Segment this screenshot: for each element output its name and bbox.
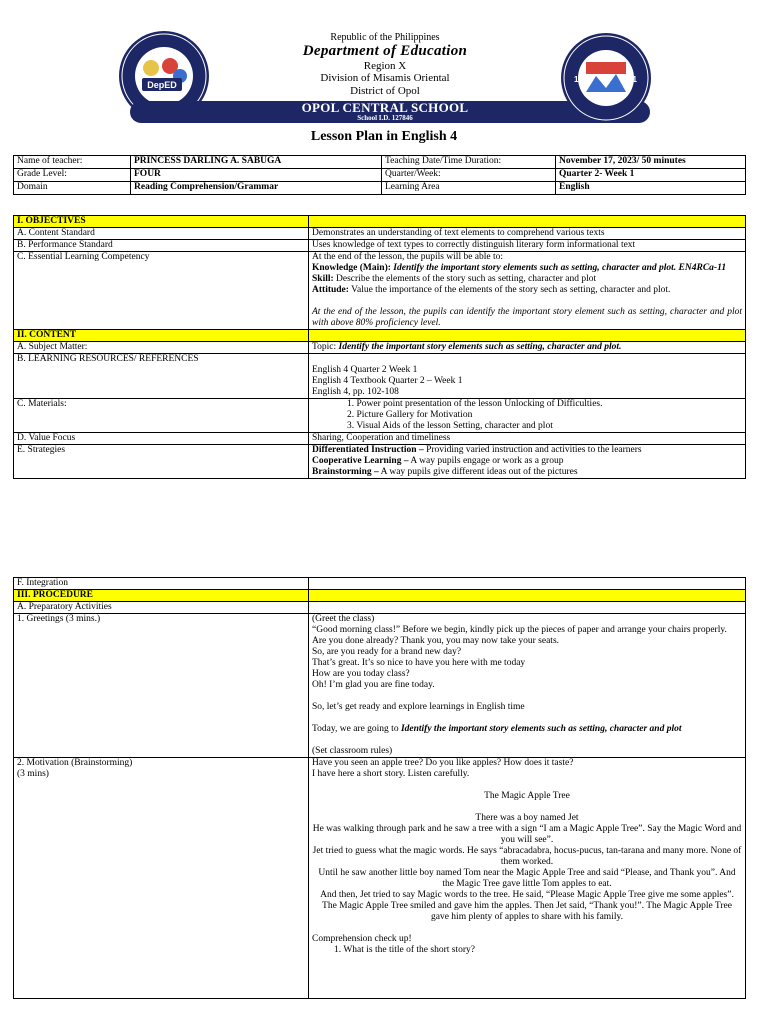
district-line: District of Opol <box>350 84 420 97</box>
greeting-line: “Good morning class!” Before we begin, kindly pick up the pieces of paper and arrange your chairs properly. <box>312 625 727 635</box>
preparatory-label: A. Preparatory Activities <box>14 602 309 614</box>
motivation-intro: I have here a short story. Listen carefully. <box>312 769 470 779</box>
greeting-line: So, let’s get ready and explore learnings in English time <box>312 702 525 712</box>
resources-label: B. LEARNING RESOURCES/ REFERENCES <box>14 354 309 399</box>
objectives-heading: I. OBJECTIVES <box>14 216 309 228</box>
table-row <box>14 182 746 195</box>
division-line: Division of Misamis Oriental <box>320 72 450 85</box>
section-heading-row <box>14 216 746 228</box>
resources-cell <box>309 354 746 399</box>
region-line: Region X <box>363 59 407 72</box>
greeting-today-line: Today, we are going to Identify the important story elements such as setting, character and plot <box>312 724 682 734</box>
domain-label: Domain <box>14 182 131 195</box>
value-focus-text: Sharing, Cooperation and timeliness <box>309 433 746 445</box>
attitude-line: Attitude: Value the importance of the elements of the story sech as setting, character and plot. <box>312 285 671 295</box>
table-row <box>14 169 746 182</box>
materials-label: C. Materials: <box>14 399 309 433</box>
greeting-line: So, are you ready for a brand new day? <box>312 647 462 657</box>
motivation-time: (3 mins) <box>17 769 49 779</box>
grade-value: FOUR <box>131 169 382 182</box>
table-row <box>14 228 746 240</box>
value-focus-label: D. Value Focus <box>14 433 309 445</box>
skill-line: Skill: Describe the elements of the story such as setting, character and plot <box>312 274 597 284</box>
grade-label: Grade Level: <box>14 169 131 182</box>
procedure-table <box>13 577 746 999</box>
section-heading-row <box>14 590 746 602</box>
materials-cell <box>309 399 746 433</box>
topic-line: Topic: Identify the important story elements such as setting, character and plot. <box>309 342 746 354</box>
comprehension-question: 1. What is the title of the short story? <box>334 945 475 955</box>
motivation-label-cell <box>14 758 309 999</box>
resource-item: English 4, pp. 102-108 <box>312 387 399 397</box>
story-paragraph: And then, Jet tried to say Magic words to the tree. He said, “Please Magic Apple Tree give me some apples”. The Magic Apple Tree smiled and gave him the apples. Then Jet said, “Thank you!”. The Magic Apple Tree gave him plenty of apples to share with his family. <box>320 890 734 922</box>
school-id: School I.D. 127846 <box>357 114 413 122</box>
area-label: Learning Area <box>382 182 556 195</box>
strategies-label: E. Strategies <box>14 445 309 479</box>
table-row <box>14 399 746 433</box>
greetings-label: 1. Greetings (3 mins.) <box>14 614 309 758</box>
table-row <box>14 354 746 399</box>
table-row <box>14 578 746 590</box>
teacher-value: PRINCESS DARLING A. SABUGA <box>131 156 382 169</box>
content-standard-label: A. Content Standard <box>14 228 309 240</box>
material-item: 1. Power point presentation of the lesson Unlocking of Difficulties. <box>347 399 603 409</box>
procedure-heading: III. PROCEDURE <box>14 590 309 602</box>
greeting-line: How are you today class? <box>312 669 410 679</box>
department-line: Department of Education <box>302 43 468 60</box>
table-row <box>14 433 746 445</box>
quarter-label: Quarter/Week: <box>382 169 556 182</box>
motivation-label: 2. Motivation (Brainstorming) <box>17 758 133 768</box>
teacher-label: Name of teacher: <box>14 156 131 169</box>
story-paragraph: Jet tried to guess what the magic words. He says “abracadabra, hocus-pucus, tan-tarana and many more. None of them worked. <box>312 846 742 867</box>
table-row <box>14 252 746 330</box>
strategy-item: Cooperative Learning – A way pupils engage or work as a group <box>312 456 564 466</box>
performance-standard-text: Uses knowledge of text types to correctly distinguish literary form informational text <box>309 240 746 252</box>
integration-label: F. Integration <box>14 578 309 590</box>
story-paragraph: There was a boy named Jet <box>475 813 579 823</box>
domain-value: Reading Comprehension/Grammar <box>131 182 382 195</box>
motivation-question: Have you seen an apple tree? Do you like apples? How does it taste? <box>312 758 574 768</box>
table-row <box>14 445 746 479</box>
school-seal-logo <box>560 32 652 124</box>
greetings-cell <box>309 614 746 758</box>
motivation-cell <box>309 758 746 999</box>
objective-summary: At the end of the lesson, the pupils can identify the important story element such as setting, character and plot with above 80% proficiency level. <box>312 307 742 328</box>
resource-item: English 4 Quarter 2 Week 1 <box>312 365 418 375</box>
school-name-bar-text <box>210 101 560 122</box>
teacher-info-table <box>13 155 746 195</box>
comprehension-check-heading: Comprehension check up! <box>312 934 412 944</box>
material-item: 3. Visual Aids of the lesson Setting, character and plot <box>347 421 553 431</box>
svg-text:DepED: DepED <box>147 80 177 90</box>
knowledge-line: Knowledge (Main): Identify the important story elements such as setting, character and plot. EN4RCa-11 <box>312 263 727 273</box>
date-value: November 17, 2023/ 50 minutes <box>556 156 746 169</box>
performance-standard-label: B. Performance Standard <box>14 240 309 252</box>
competency-intro: At the end of the lesson, the pupils will be able to: <box>312 252 504 262</box>
story-paragraph: Until he saw another little boy named Tom near the Magic Apple Tree and said “Please, and Thank you”. And the Magic Tree gave little Tom apples to eat. <box>318 868 736 889</box>
story-title: The Magic Apple Tree <box>484 791 570 801</box>
greeting-line: Are you done already? Thank you, you may now take your seats. <box>312 636 560 646</box>
strategy-item: Brainstorming – A way pupils give different ideas out of the pictures <box>312 467 578 477</box>
material-item: 2. Picture Gallery for Motivation <box>347 410 473 420</box>
section-heading-row <box>14 330 746 342</box>
story-paragraph: He was walking through park and he saw a tree with a sign “I am a Magic Apple Tree”. Say the Magic Word and you will see”. <box>312 824 742 845</box>
svg-text:01: 01 <box>628 75 637 84</box>
competency-label: C. Essential Learning Competency <box>14 252 309 330</box>
objectives-content-table <box>13 215 746 479</box>
area-value: English <box>556 182 746 195</box>
resource-item: English 4 Textbook Quarter 2 – Week 1 <box>312 376 463 386</box>
content-standard-text: Demonstrates an understanding of text elements to comprehend various texts <box>309 228 746 240</box>
letterhead <box>0 0 768 125</box>
lesson-plan-title: Lesson Plan in English 4 <box>310 129 458 144</box>
greeting-line: Oh! I’m glad you are fine today. <box>312 680 435 690</box>
strategies-cell <box>309 445 746 479</box>
table-row <box>14 758 746 999</box>
greeting-line: (Set classroom rules) <box>312 746 393 756</box>
table-row <box>14 614 746 758</box>
table-row <box>14 240 746 252</box>
greeting-line: (Greet the class) <box>312 614 375 624</box>
subject-matter-label: A. Subject Matter: <box>14 342 309 354</box>
date-label: Teaching Date/Time Duration: <box>382 156 556 169</box>
table-row <box>14 602 746 614</box>
table-row <box>14 342 746 354</box>
svg-text:19: 19 <box>574 75 583 84</box>
republic-line: Republic of the Philippines <box>330 32 440 43</box>
greeting-line: That’s great. It’s so nice to have you here with me today <box>312 658 526 668</box>
competency-cell <box>309 252 746 330</box>
quarter-value: Quarter 2- Week 1 <box>556 169 746 182</box>
strategy-item: Differentiated Instruction – Providing varied instruction and activities to the learners <box>312 445 642 455</box>
table-row <box>14 156 746 169</box>
school-name: OPOL CENTRAL SCHOOL <box>301 100 469 115</box>
letterhead-text <box>210 32 560 97</box>
content-heading: II. CONTENT <box>14 330 309 342</box>
